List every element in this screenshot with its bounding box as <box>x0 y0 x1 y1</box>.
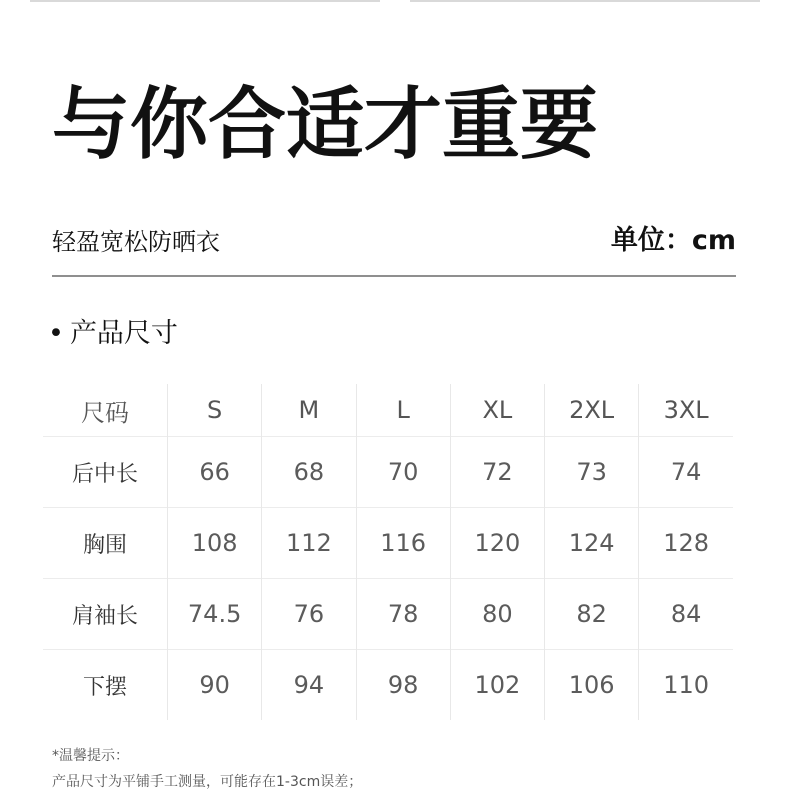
size-header-3xl: 3XL <box>663 396 709 424</box>
table-cell: 73 <box>545 437 639 508</box>
table-row <box>43 437 733 508</box>
size-header-xl: XL <box>450 384 544 437</box>
notes <box>52 743 362 795</box>
table-cell: 90 <box>168 650 262 721</box>
table-cell: 76 <box>262 579 356 650</box>
table-cell: 84 <box>639 579 733 650</box>
product-name: 轻盈宽松防晒衣 <box>52 228 220 256</box>
top-divider-right <box>410 0 760 2</box>
table-cell: 94 <box>262 650 356 721</box>
section-heading-text: 产品尺寸 <box>69 318 178 349</box>
size-header-s: S <box>168 384 262 437</box>
table-cell: 74.5 <box>168 579 262 650</box>
row-label: 胸围 <box>43 508 168 579</box>
table-cell: 124 <box>545 508 639 579</box>
table-row <box>43 508 733 579</box>
table-cell: 80 <box>450 579 544 650</box>
table-cell: 78 <box>356 579 450 650</box>
subtitle-row <box>52 222 736 262</box>
table-cell: 112 <box>262 508 356 579</box>
page-title: 与你合适才重要 <box>52 80 599 170</box>
size-header-m: M <box>262 384 356 437</box>
table-cell: 106 <box>545 650 639 721</box>
table-row <box>43 650 733 721</box>
size-header-l: L <box>356 384 450 437</box>
table-cell: 74 <box>639 437 733 508</box>
table-cell: 120 <box>450 508 544 579</box>
table-cell: 116 <box>356 508 450 579</box>
unit-label: 单位：cm <box>610 225 736 256</box>
bullet-icon: • <box>48 318 64 349</box>
notes-line: 产品尺寸为平铺手工测量，可能存在1-3cm误差； <box>52 774 363 790</box>
row-label: 下摆 <box>43 650 168 721</box>
table-cell: 66 <box>168 437 262 508</box>
table-header-row <box>43 384 733 437</box>
size-header-2xl: 2XL <box>545 384 639 437</box>
table-cell: 98 <box>356 650 450 721</box>
row-label: 后中长 <box>43 437 168 508</box>
table-row <box>43 579 733 650</box>
table-cell: 128 <box>639 508 733 579</box>
table-cell: 110 <box>639 650 733 721</box>
notes-title: *温馨提示： <box>52 748 129 764</box>
table-header-label: 尺码 <box>43 384 168 437</box>
table-cell: 108 <box>168 508 262 579</box>
row-label: 肩袖长 <box>43 579 168 650</box>
table-cell: 72 <box>450 437 544 508</box>
section-heading <box>48 316 178 352</box>
section-divider <box>52 275 736 277</box>
table-cell: 70 <box>356 437 450 508</box>
table-cell: 82 <box>545 579 639 650</box>
top-divider-left <box>30 0 380 2</box>
table-cell: 102 <box>450 650 544 721</box>
table-cell: 68 <box>262 437 356 508</box>
size-table <box>43 384 733 720</box>
